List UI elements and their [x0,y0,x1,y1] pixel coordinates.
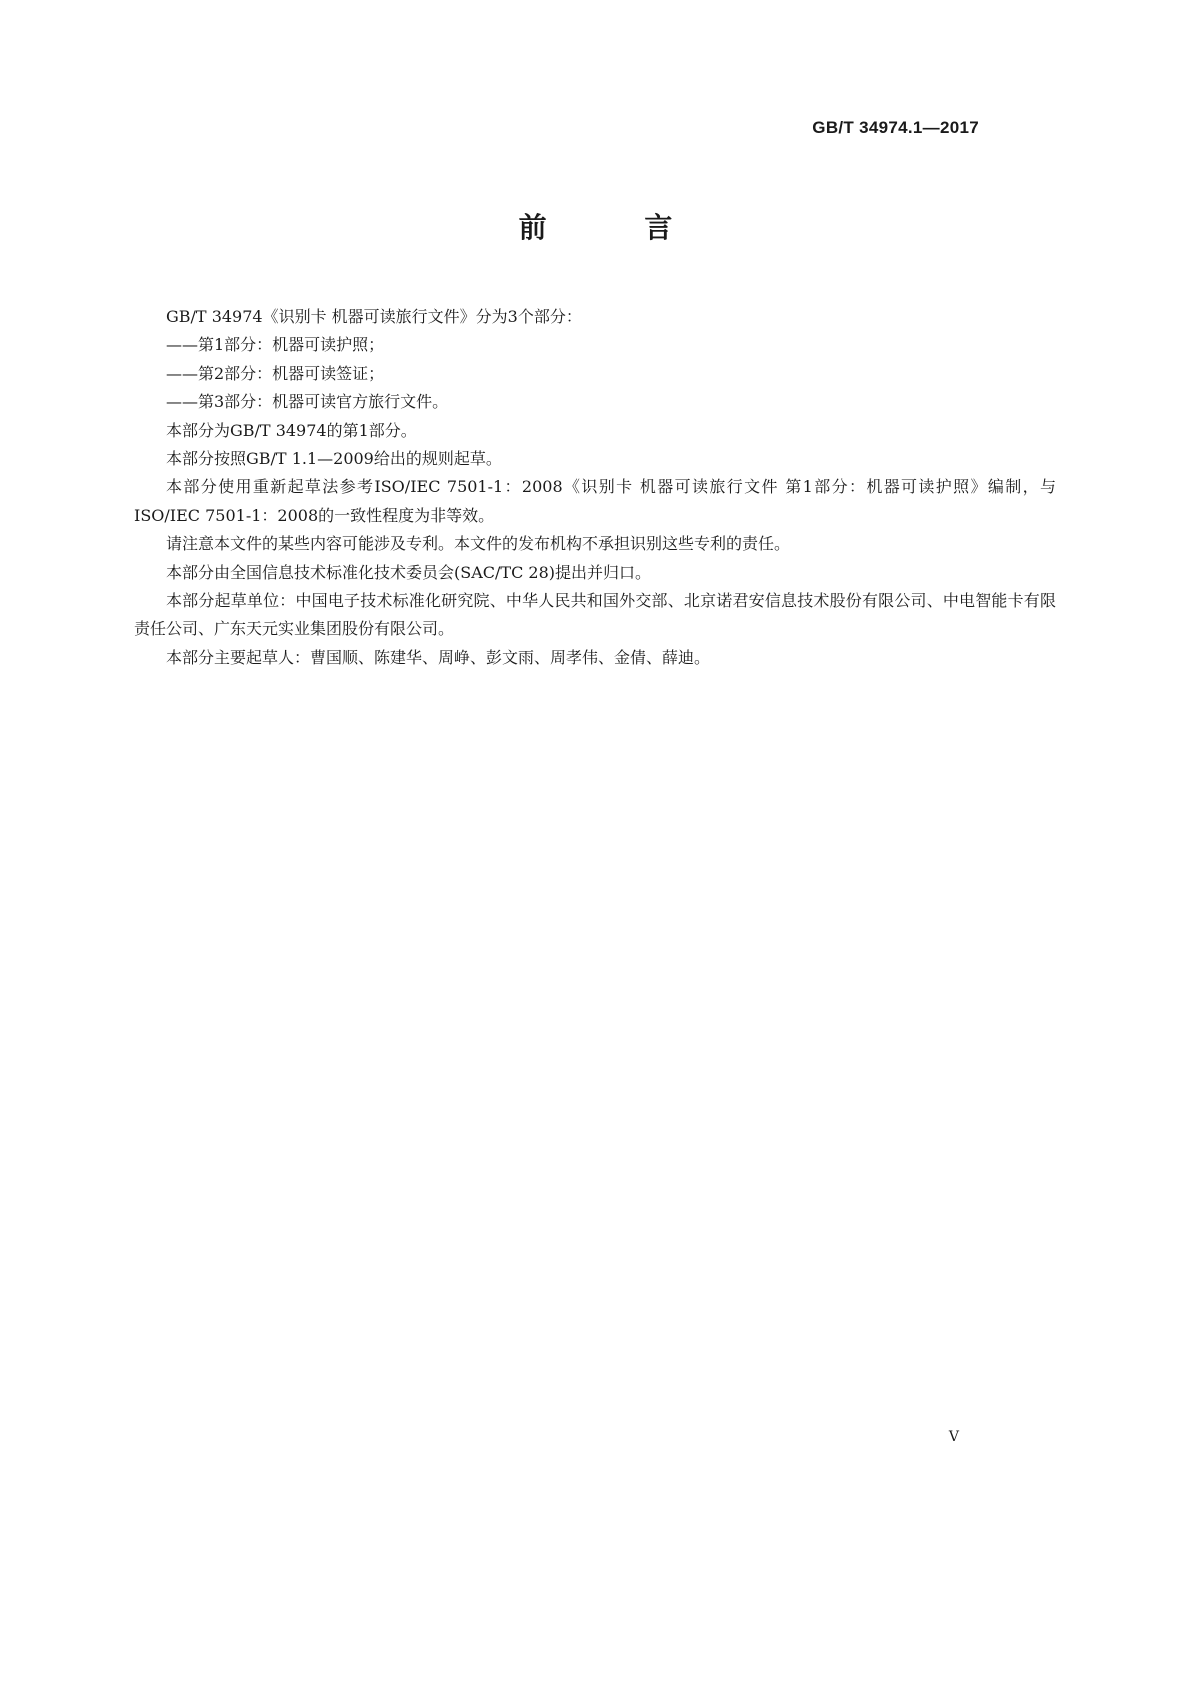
paragraph-patent-notice: 请注意本文件的某些内容可能涉及专利。本文件的发布机构不承担识别这些专利的责任。 [166,534,791,554]
list-item-part-3: ——第3部分：机器可读官方旅行文件。 [166,392,449,412]
paragraph-scope: 本部分为GB/T 34974的第1部分。 [166,420,417,440]
paragraph-drafting-units: 本部分起草单位：中国电子技术标准化研究院、中华人民共和国外交部、北京诺君安信息技术股份有限公司、中电智能卡有限责任公司、广东天元实业集团股份有限公司。 [134,591,1056,639]
list-item-part-2: ——第2部分：机器可读签证； [166,363,385,383]
page-number: V [948,1429,959,1445]
paragraph-drafters: 本部分主要起草人：曹国顺、陈建华、周峥、彭文雨、周孝伟、金倩、薛迪。 [166,647,711,667]
document-code: GB/T 34974.1—2017 [812,118,979,137]
foreword-body [134,303,1056,672]
paragraph-committee: 本部分由全国信息技术标准化技术委员会(SAC/TC 28)提出并归口。 [166,562,651,582]
paragraph-reference-standard: 本部分使用重新起草法参考ISO/IEC 7501-1：2008《识别卡 机器可读旅行文件 第1部分：机器可读护照》编制，与ISO/IEC 7501-1：2008的一致性程度为非等效。 [134,477,1056,525]
intro-paragraph: GB/T 34974《识别卡 机器可读旅行文件》分为3个部分： [166,307,582,326]
paragraph-drafting-rules: 本部分按照GB/T 1.1—2009给出的规则起草。 [166,449,502,469]
list-item-part-1: ——第1部分：机器可读护照； [166,335,385,355]
page-title: 前 言 [518,211,717,244]
